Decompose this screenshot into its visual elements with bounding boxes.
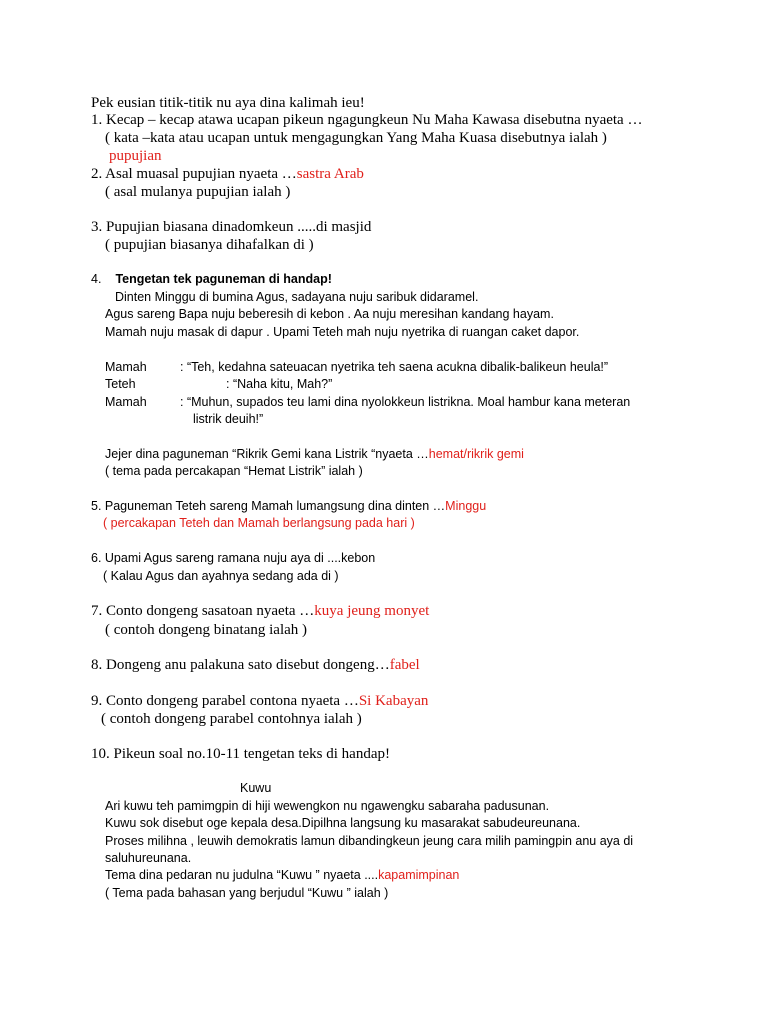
question-1-translation: ( kata –kata atau ucapan untuk mengagungkan Yang Maha Kuasa disebutnya ialah ) xyxy=(105,130,607,146)
question-5 xyxy=(91,500,486,513)
dialog-line: : “Muhun, supados teu lami dina nyolokkeun listrikna. Moal hambur kana meteran xyxy=(180,395,631,409)
question-6: 6. Upami Agus sareng ramana nuju aya di ....kebon xyxy=(91,551,376,565)
question-5-translation: ( percakapan Teteh dan Mamah berlangsung pada hari ) xyxy=(103,516,415,530)
question-7-translation: ( contoh dongeng binatang ialah ) xyxy=(105,622,308,638)
question-9-translation: ( contoh dongeng parabel contohnya ialah ) xyxy=(101,711,362,727)
question-4-question xyxy=(105,448,524,461)
question-5-text: 5. Paguneman Teteh sareng Mamah lumangsung dina dinten … xyxy=(91,499,446,513)
dialog-speaker: Mamah xyxy=(105,360,147,374)
question-10-answer: kapamimpinan xyxy=(378,868,460,882)
question-9 xyxy=(91,694,428,709)
question-4-translation: ( tema pada percakapan “Hemat Listrik” ialah ) xyxy=(105,464,363,478)
question-10-translation: ( Tema pada bahasan yang berjudul “Kuwu ” ialah ) xyxy=(105,886,389,900)
question-3: 3. Pupujian biasana dinadomkeun .....di masjid xyxy=(91,219,372,235)
passage-title: Kuwu xyxy=(240,781,272,795)
question-1: 1. Kecap – kecap atawa ucapan pikeun ngagungkeun Nu Maha Kawasa disebutna nyaeta … xyxy=(91,112,643,128)
question-9-text: 9. Conto dongeng parabel contona nyaeta … xyxy=(91,693,359,709)
story-line: Mamah nuju masak di dapur . Upami Teteh mah nuju nyetrika di ruangan caket dapor. xyxy=(105,325,580,339)
story-line: Agus sareng Bapa nuju beberesih di kebon . Aa nuju meresihan kandang hayam. xyxy=(105,307,554,321)
passage-line: saluhureunana. xyxy=(105,851,192,865)
dialog-line: : “Teh, kedahna sateuacan nyetrika teh saena acukna dibalik-balikeun heula!” xyxy=(180,360,609,374)
question-4-answer: hemat/rikrik gemi xyxy=(428,447,524,461)
question-4-heading xyxy=(91,273,332,286)
question-10-question-text: Tema dina pedaran nu judulna “Kuwu ” nyaeta .... xyxy=(105,868,379,882)
dialog-line: : “Naha kitu, Mah?” xyxy=(226,377,333,391)
question-7-text: 7. Conto dongeng sasatoan nyaeta … xyxy=(91,603,315,619)
question-9-answer: Si Kabayan xyxy=(358,693,429,709)
question-4-number: 4. xyxy=(91,272,102,286)
question-7 xyxy=(91,604,429,619)
question-3-translation: ( pupujian biasanya dihafalkan di ) xyxy=(105,237,314,253)
question-2-translation: ( asal mulanya pupujian ialah ) xyxy=(105,184,291,200)
question-2 xyxy=(91,167,364,182)
dialog-line-continuation: listrik deuih!” xyxy=(193,412,264,426)
instruction-text: Pek eusian titik-titik nu aya dina kalimah ieu! xyxy=(91,95,365,111)
question-4-heading-text: Tengetan tek paguneman di handap! xyxy=(115,272,332,286)
question-8-answer: fabel xyxy=(389,657,420,673)
question-4-text: Jejer dina paguneman “Rikrik Gemi kana Listrik “nyaeta … xyxy=(105,447,429,461)
question-10-question xyxy=(105,869,459,882)
question-6-translation: ( Kalau Agus dan ayahnya sedang ada di ) xyxy=(103,569,339,583)
dialog-speaker: Mamah xyxy=(105,395,147,409)
question-8 xyxy=(91,658,420,673)
question-7-answer: kuya jeung monyet xyxy=(314,603,430,619)
passage-line: Proses milihna , leuwih demokratis lamun dibandingkeun jeung cara milih pamingpin anu aya di xyxy=(105,834,634,848)
passage-line: Ari kuwu teh pamimgpin di hiji wewengkon nu ngawengku sabaraha padusunan. xyxy=(105,799,550,813)
dialog-speaker: Teteh xyxy=(105,377,136,391)
question-2-answer: sastra Arab xyxy=(296,166,364,182)
question-2-text: 2. Asal muasal pupujian nyaeta … xyxy=(91,166,297,182)
story-line: Dinten Minggu di bumina Agus, sadayana nuju saribuk didaramel. xyxy=(115,290,479,304)
question-5-answer: Minggu xyxy=(445,499,487,513)
passage-line: Kuwu sok disebut oge kepala desa.Dipilhna langsung ku masarakat sabudeureunana. xyxy=(105,816,581,830)
question-1-answer: pupujian xyxy=(109,148,162,164)
question-10: 10. Pikeun soal no.10-11 tengetan teks di handap! xyxy=(91,746,390,762)
question-8-text: 8. Dongeng anu palakuna sato disebut dongeng… xyxy=(91,657,390,673)
